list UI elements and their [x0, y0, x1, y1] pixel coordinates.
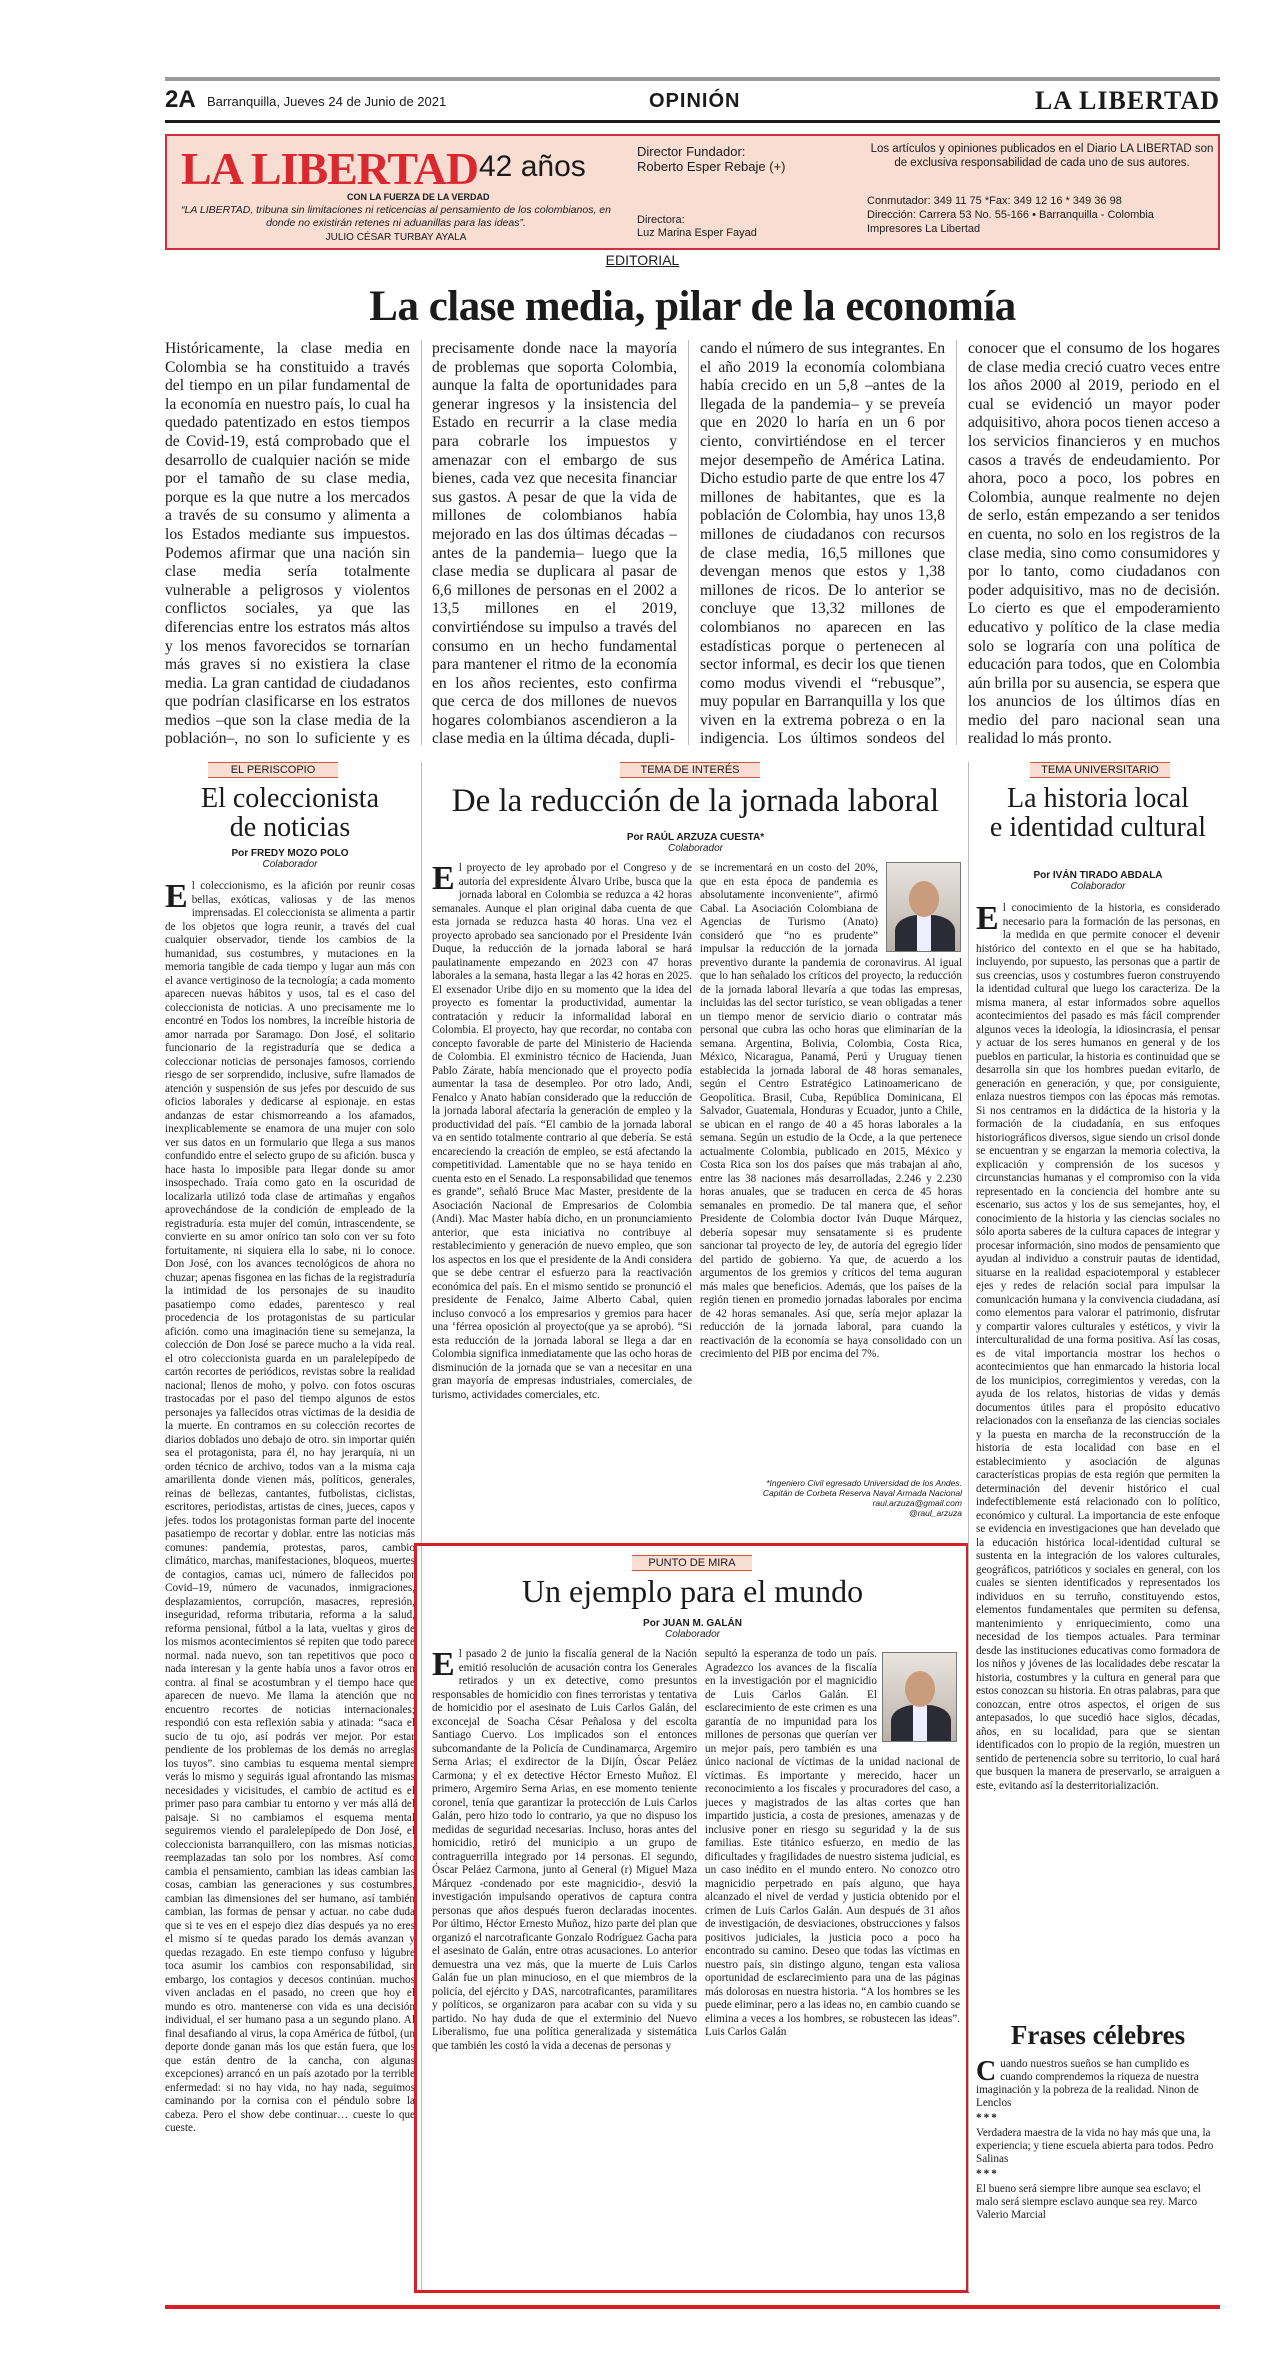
folio-bar — [165, 86, 1220, 116]
author-photo — [886, 862, 961, 952]
periscopio-byline — [165, 848, 415, 870]
editorial-text-4: conocer que el consumo de los hogares de clase media creció cuatro veces entre los años 2000 al 2019, periodo en el cual se evidenció un mayor poder adquisitivo, ahora pocos tienen acceso a los servicios financieros y en muchos casos a través de endeudamiento. Por ahora, poco a poco, los pobres en Colombia, aunque realmente no dejen de serlo, están empezando a ser tenidos en cuenta, no solo en los registros de la clase media, sino como consumidores y por lo tanto, como ciudadanos con poder adquisitivo, mas no de decisión. Lo cierto es que el empoderamiento educativo y político de la clase media solo se lograría con una política de educación para todos, que en Colombia aún brilla por su ausencia, se espera que los anuncios de los últimos días en medio del paro nacional sean una realidad lo más pronto. — [968, 340, 1220, 748]
ejemplo-role: Colaborador — [664, 1629, 721, 1640]
column-divider — [421, 340, 422, 745]
periscopio-body — [165, 880, 415, 2292]
masthead-box — [165, 134, 1220, 250]
quote-3: El bueno será siempre libre aunque sea esclavo; el malo será siempre esclavo aunque sea rey. Marco Valerio Marcial — [976, 2183, 1201, 2221]
frases-title: Frases célebres — [1010, 2020, 1186, 2050]
quote-separator: *** — [976, 2112, 999, 2124]
top-rule — [165, 77, 1220, 81]
section-bar-universitario: TEMA UNIVERSITARIO — [1030, 762, 1170, 778]
editorial-column-3 — [700, 340, 945, 750]
quote-1-dropcap: C — [976, 2056, 997, 2087]
jornada-title: De la reducción de la jornada laboral — [451, 783, 940, 819]
quote-1-text: uando nuestros sueños se han cumplido es cuando comprendemos la riqueza de nuestra imaginación y la pobreza de la realidad. Ninon de Lenclos — [976, 2058, 1199, 2109]
historia-author: Por IVÁN TIRADO ABDALA — [1033, 870, 1163, 881]
frases-list — [976, 2058, 1220, 2224]
address: Dirección: Carrera 53 No. 55-166 • Barranquilla - Colombia — [867, 209, 1154, 221]
logo-tagline: CON LA FUERZA DE LA VERDAD — [347, 192, 490, 202]
phones: Conmutador: 349 11 75 *Fax: 349 12 16 * 349 36 98 — [867, 195, 1122, 207]
column-divider — [956, 340, 957, 745]
section-bar-punto-de-mira: PUNTO DE MIRA — [632, 1555, 752, 1571]
author-photo — [882, 1652, 957, 1742]
periscopio-dropcap: E — [165, 880, 188, 915]
brand-name: LA LIBERTAD — [1034, 86, 1220, 115]
ejemplo-column-2 — [705, 1756, 960, 2288]
editorial-title: La clase media, pilar de la economía — [369, 283, 1016, 330]
historia-title-line-1: La historia local — [1007, 783, 1189, 814]
bottom-rule — [165, 2305, 1220, 2309]
top-rule-dark — [165, 120, 1220, 123]
editorial-column-2 — [432, 340, 677, 750]
periscopio-title-line-1: El coleccionista — [200, 783, 380, 814]
jornada-role: Colaborador — [667, 843, 724, 854]
founder-block — [637, 144, 786, 174]
contact-block — [867, 194, 1154, 236]
editorial-column-1 — [165, 340, 410, 750]
periscopio-text: l coleccionismo, es la afición por reunir cosas bellas, exóticas, valiosas y de las menos imprensadas. El coleccionista se alimenta a partir de los objetos que logra reunir, a través del cual cualquier observador, tiende los cambios de la humanidad, sus costumbres, y mutaciones en la memoria tangible de cada tiempo y lugar aun más con el avance vertiginoso de la tecnología; a cada momento aparecen nuevas hábitos y usos, tal es el caso del coleccionista de noticias. A uno precisamente me lo encontré en Todos los nombres, la increíble historia de amor narrada por Saramago. Don José, el solitario funcionario de la registraduría que se dedica a coleccionar noticias de personajes famosos, corriendo riesgo de ser sorprendido, inclusive, sufre llamados de atención y suspensión de sus jefes por descuido de sus oficios laborales y dedicarse al espionaje. en estas andanzas de estar chismorreando a los afamados, inexplicablemente se enamora de una mujer con solo ver sus datos en un formulario que llega a sus manos confundido entre el selecto grupo de su afición. busca y hace hasta lo imposible para llegar donde su amor insospechado. Traía como gato en la oscuridad de localizarla utilizó toda clase de artimañas y engaños aprovechándose de la condición de empleado de la registraduría. esta mujer del común, intrascendente, se convierte en su amor onírico tan solo con ver su foto fortuitamente, ni siquiera ella lo sabe, ni lo conoce. Don José, con los avances tecnológicos de ahora no chuzar; apenas fisgonea en las fichas de la registraduría la intimidad de los personajes de su inaudito pasatiempo como edades, parentesco y real procedencia de los protagonistas de su particular afición. como una imaginación tiene su semejanza, la colección de Don José se parece mucho a la vida real. el otro coleccionista guarda en un paralelepípedo de cartón recortes de periódicos, revistas sobre la realidad nacional; llenos de moho, y polvo. con fotos oscuras trastocadas por el paso del tiempo algunos de estos personajes ya fallecidos otras víctimas de la desidia de la muerte. En contramos en su colección recortes de diarios doblados uno debajo de otro. sin importar quién sea el protagonista, para él, no hay jerarquía, ni un orden técnico de archivo, todos van a la misma caja amarillenta donde vienen más, políticos, generales, reinas de bellezas, cantantes, futbolistas, ciclistas, escritores, periodistas, artistas de cines, jueces, capos y jefes. todos los protagonistas forman parte del inocente pasatiempo de recortar y doblar. entre las noticias más comunes: pandemia, protestas, paros, cambio climático, marchas, manifestaciones, bloqueos, muertes de contagios, camas uci, número de fallecidos por Covid–19, número de vacunados, inmigraciones, desplazamientos, corrupción, masacres, represión, inseguridad, reforma tributaria, reforma a la salud, reforma pensional, fútbol a la lata, vueltas y giros de los mismos acontecimientos sé repiten que todo parece normal. nada nuevo, son tan repetitivos que poco o nada interesan y la gente había unos a favor otros en contra. al final se acostumbran y el tiempo hace que aparecen de nuevo. Me llama la atención que no encuentro recortes de noticias internacionales; respondió con esta reflexión sabia y atinada: “saca el sucio de tu ojo, así podrás ver mejor. Por estar pendiente de los problemas de los demás no arreglas los tuyos”. sino cambias tu esquema mental siempre verás lo mismo y seguirás igual afrontando las mismas necesidades y vicisitudes, el cambio de actitud es el primer paso para cambiar tu entorno y ver más allá del paisaje. Si no cambiamos el esquema mental seguiremos viendo el paralelepípedo de Don José, el coleccionista barranquillero, con las mismas noticias, reemplazadas tan solo por los nombres. Así como cambia el pensamiento, cambian las ideas cambian las cosas, cambian las generaciones y sus costumbres, cambian las dimensiones del ser humano, así también cambian, las formas de pensar y actuar. no cabe duda que si te ves en el espejo diez días después ya no eres el mismo sí te quedas parado los demás avanzan y quedas rezagado. En este tiempo confuso y lúgubre toca asumir los cambios con responsabilidad, sin embargo, los contagios y decesos continúan. muchos viven ancladas en el pasado, no creen que hoy el mundo es otro. mantenerse con vida es una decisión individual, el ser humano pasa a un segundo plano. Al final desafiando al virus, la copa América de fútbol, (un deporte donde ganan más los que están fuera, que los que están dentro de la cancha, con algunas excepciones) arrancó en un país azotado por la terrible enfermedad: si no hay vida, no hay nada, seguimos caminando por la cornisa con el péndulo sobre la cabeza. Pero el show debe continuar… cueste lo que cueste. — [165, 880, 415, 2134]
section-bar-interes: TEMA DE INTERÉS — [620, 762, 760, 778]
jornada-footnote — [700, 1478, 962, 1518]
printer: Impresores La Libertad — [867, 223, 981, 235]
newspaper-logo: LA LIBERTAD — [181, 143, 479, 194]
ejemplo-title: Un ejemplo para el mundo — [521, 1573, 864, 1609]
ejemplo-dropcap: E — [432, 1648, 455, 1683]
jornada-byline — [428, 832, 963, 854]
date-line: Barranquilla, Jueves 24 de Junio de 2021 — [207, 94, 447, 109]
periscopio-author: Por FREDY MOZO POLO — [231, 848, 349, 859]
jornada-footnote-1: *Ingeniero Civil egresado Universidad de los Andes. — [766, 1478, 962, 1488]
jornada-footnote-4: @raul_arzuza — [908, 1508, 962, 1518]
ejemplo-column-1 — [432, 1648, 697, 2288]
director-label: Directora: — [637, 214, 685, 226]
jornada-column-2 — [700, 958, 962, 1450]
ejemplo-text-1: l pasado 2 de junio la fiscalía general de la Nación emitió resolución de acusación contra los Generales retirados y un ex detective, como presuntos responsables de homicidio con fines terroristas y tentativa de homicidio por el asesinato de Luis Carlos Galán, del exconcejal de Soacha César Peñalosa y del escolta Santiago Cuervo. Los implicados son el entonces subcomandante de la Policía de Cundinamarca, Argemiro Serna Arias; el exdirector de la Dijín, Óscar Peláez Carmona; y el ex detective Héctor Ernesto Muñoz. El primero, Argemiro Serna Arias, en ese momento teniente coronel, tenía que garantizar la protección de Luis Carlos Galán, pero hizo todo lo contrario, ya que no dispuso los medidas de seguridad necesarias. Incluso, horas antes del homicidio, retiró del municipio a un grupo de contraguerrilla integrado por 14 personas. El segundo, Óscar Peláez Carmona, junto al General (r) Miguel Maza Márquez -condenado por este magnicidio-, desvió la investigación impulsando operativos de captura contra personas que años después fueron declaradas inocentes. Por último, Héctor Ernesto Muñoz, hizo parte del plan que organizó el narcotraficante Gonzalo Rodríguez Gacha para el asesinato de Galán, entre otras acusaciones. Lo anterior demuestra una vez más, que la muerte de Luis Carlos Galán fue un plan minucioso, en el que miembros de la policía, del ejército y DAS, narcotraficantes, paramilitares y políticos, se organizaron para acabar con su vida y su partido. No hay duda de que el exterminio del Nuevo Liberalismo, fue una política generalizada y sistemática que también les costó la vida a decenas de personas y — [432, 1648, 697, 2052]
historia-dropcap: E — [976, 902, 999, 937]
column-divider — [688, 340, 689, 745]
periscopio-title-line-2: de noticias — [229, 812, 351, 844]
masthead-quote: “LA LIBERTAD, tribuna sin limitaciones ni reticencias al pensamiento de los colombianos, en donde no existirán retenes ni aduanillas para las ideas”. — [181, 204, 611, 229]
jornada-text-1: l proyecto de ley aprobado por el Congreso y de autoría del expresidente Álvaro Uribe, busca que la jornada laboral en Colombia se reduzca a 42 horas semanales. Aunque el plan original daba cuenta de que esta jornada se reduzca hasta 40 horas. Una vez el proyecto aprobado sea sancionado por el Presidente Iván Duque, la reducción de la jornada laboral se hará paulatinamente empezando en 2023 con 47 horas laborales a la semana, hasta llegar a las 42 horas en 2025. El exsenador Uribe dijo en su momento que la idea del proyecto es fomentar la productividad, aumentar la contratación y reducir la informalidad laboral en Colombia. El proyecto, hay que recordar, no contaba con concepto favorable de parte del Ministerio de Hacienda de Colombia. El exministro técnico de Hacienda, Juan Pablo Zárate, había mencionado que el proyecto podía aumentar la tasa de desempleo. Por otro lado, Andi, Fenalco y Anato habían considerado que la reducción de la jornada laboral afectaría la generación de empleo y la productividad del país. “El cambio de la jornada laboral va en sentido totalmente contrario al que debería. Se está encareciendo la creación de empleo, se está afectando la competitividad. Lamentable que no se haya tenido en cuenta esto en el Senado. La responsabilidad que tenemos es grande”, señaló Bruce Mac Master, presidente de la Asociación Nacional de Empresarios de Colombia (Andi). Mac Master había dicho, en un pronunciamiento anterior, que esta iniciativa no contribuye al restablecimiento y generación de nuevo empleo, que son los aspectos en los que el presidente de la Andi considera que se debe centrar el esfuerzo para la reactivación económica del país. En el mismo sentido se pronunció el presidente de Fenalco, Jaime Alberto Cabal, quien incluso convocó a los empresarios y gremios para hacer una ‘férrea oposición al proyecto(que ya se aprobó). “Si esta reducción de la jornada laboral se llega a dar en Colombia significa inmediatamente que las ocho horas de disminución de la jornada que se van a necesitar en una gran mayoría de empresas industriales, comerciales, de turismo, actividades comerciales, etc. — [432, 862, 692, 1401]
quote-separator: *** — [976, 2168, 999, 2180]
editorial-kicker: EDITORIAL — [605, 252, 680, 268]
ejemplo-author: Por JUAN M. GALÁN — [643, 1618, 742, 1629]
jornada-column-2-top — [700, 862, 878, 956]
periscopio-role: Colaborador — [262, 859, 318, 870]
director-block — [637, 214, 757, 240]
founder-label: Director Fundador: — [637, 144, 746, 159]
historia-body — [976, 902, 1220, 2012]
ejemplo-byline — [420, 1618, 965, 1640]
jornada-text-2: se incrementará en un costo del 20%, que en esta época de pandemia es absolutamente inconveniente”, afirmó Cabal. La Asociación Colombiana de Agencias de Turismo (Anato) consideró que “no es prudente” impulsar la reducción de la jornada — [700, 862, 878, 955]
jornada-footnote-2: Capitán de Corbeta Reserva Naval Armada Nacional — [762, 1488, 962, 1498]
editorial-column-4 — [968, 340, 1220, 750]
column-divider — [968, 762, 969, 2292]
responsibility-note: Los artículos y opiniones publicados en el Diario LA LIBERTAD son de exclusiva responsabilidad de cada uno de sus autores. — [870, 143, 1214, 169]
ejemplo-text-2-cont: único nacional de víctimas de la unidad nacional de víctimas. Es importante y merecido, hacer un reconocimiento a los fiscales y procuradores del caso, a jueces y magistrados de las altas cortes que han impartido justicia, a costa de presiones, amenazas y de inclusive poner en riesgo su seguridad y la de sus familias. Este titánico esfuerzo, en medio de las dificultades y fragilidades de nuestro sistema judicial, es un caso inédito en el mundo entero. No conozco otro magnicidio perpetrado en país alguno, que haya alcanzado el nivel de verdad y justicia obtenido por el crimen de Luis Carlos Galán. Aun después de 31 años de investigación, de desviaciones, obstrucciones y falsos positivos judiciales, la justicia poco a poco ha encontrado su camino. Deseo que todas las víctimas en nuestro país, sin distingo alguno, tengan esta valiosa oportunidad de esclarecimiento para una de las páginas más dolorosas en nuestra historia. “A los hombres se les puede eliminar, pero a las ideas no, en cambio cuando se elimina a veces a los hombres, se robustecen las ideas”. Luis Carlos Galán — [705, 1756, 960, 2038]
historia-title — [976, 784, 1220, 843]
ejemplo-column-2-top — [705, 1648, 877, 1756]
quote-1 — [976, 2058, 1220, 2110]
anniversary-years: 42 años — [479, 150, 586, 183]
editorial-text-3: cando el número de sus integrantes. En el año 2019 la economía colombiana había crecido en un 5,8 –antes de la llegada de la pandemia– y se preveía que en 2020 lo haría en un 6 por ciento, convirtiéndose en el tercer mejor desempeño de América Latina. Dicho estudio parte de que entre los 47 millones de habitantes, que es la población de Colombia, hay unos 13,8 millones de ciudadanos con recursos de clase media, 16,5 millones que devengan menos que estos y 1,38 millones de ricos. De lo anterior se concluye que 13,32 millones de colombianos no aparecen en las estadísticas porque o pertenecen al sector informal, es decir los que tienen como modus vivendi el “rebusque”, muy popular en Barranquilla y los que viven en la extrema pobreza o en la indigencia. Los últimos sondeos del — [700, 340, 945, 748]
historia-role: Colaborador — [1070, 881, 1126, 892]
periscopio-title — [165, 784, 415, 843]
jornada-text-2-cont: preventivo durante la pandemia de coronavirus. Al igual que lo han señalado los críticos del proyecto, la reducción de la jornada laboral llevaría a que todas las empresas, incluidas las del sector turístico, se vean obligadas a tener un tiempo menor de servicio diario o contratar más personal que cubra las ocho horas que eliminarían de la semana. Argentina, Bolivia, Colombia, Costa Rica, México, Nicaragua, Panamá, Perú y Uruguay tienen establecida la jornada laboral de 48 horas semanales, según el Centro Estratégico Latinoamericano de Geopolítica. Brasil, Cuba, República Dominicana, El Salvador, Guatemala, Honduras y Ecuador, junto a Chile, se ubican en el rango de 40 a 45 horas laborales a la semana. Según un estudio de la Ocde, a la que pertenece actualmente Colombia, publicado en 2015, México y Costa Rica son los dos países que más trabajan al año, entre las 38 naciones más desarrolladas, 2.246 y 2.230 horas anuales, que se traducen en cerca de 45 horas semanales en promedio. De tal manera que, el señor Presidente de Colombia doctor Iván Duque Márquez, debería sopesar muy sensatamente si es prudente sancionar tal proyecto de ley, de autoría del egregio líder del partido de gobierno. Ya que, de acuerdo a los argumentos de los gremios y críticos del tema auguran más males que beneficios. Además, que los países de la región tienen en promedio jornadas laborales por encima de 42 horas semanales. Así que, sería mejor aplazar la reducción de la jornada laboral, para cuando la reactivación de la economía se haya consolidado con un crecimiento del PIB por encima del 7%. — [700, 958, 962, 1360]
ejemplo-text-2: sepultó la esperanza de todo un país. Agradezco los avances de la fiscalía en la investigación por el magnicidio de Luis Carlos Galán. El esclarecimiento de este crimen es una garantía de no impunidad para los millones de personas que querían ver un mejor país, pero también es una — [705, 1648, 877, 1755]
jornada-author: Por RAÚL ARZUZA CUESTA* — [626, 832, 765, 843]
historia-title-line-2: e identidad cultural — [989, 812, 1207, 844]
historia-text: l conocimiento de la historia, es considerado necesario para la formación de las personas, en la medida en que permite conocer el devenir histórico del contexto en el que se ha habitado, incluyendo, por supuesto, las personas que a partir de sus creencias, usos y costumbres fueron construyendo la identidad cultural que luego los caracteriza. De la misma manera, al estar informados sobre aquellos acontecimientos del pasado es más fácil comprender algunos veces la ideología, la idiosincrasia, el pensar y actuar de los seres humanos en general y de los pueblos en particular, la historia es continuidad que se desarrolla sin que los hombres puedan evitarlo, de generación en generación, y que, por consiguiente, enlaza nuestros tiempos con las épocas más remotas. Si nos centramos en la didáctica de la historia y la formación de la ciudadanía, en sus enfoques historiográficos diversos, sigue siendo un crisol donde se encuentran y se engarzan la memoria colectiva, la explicación y comprensión de los sucesos y circunstancias humanas y el compromiso con la vida representado en la conciencia del hombre ante su escenario, sus actos y los de sus semejantes, hoy, el conocimiento de la historia y las ciencias sociales no sólo aporta saberes de la cultura capaces de integrar y procesar información, sino modos de pensamiento que ayudan al individuo a construir pautas de identidad, situarse en la realidad espaciotemporal y establecer ejes y redes de relación social para impulsar la comunicación humana y la convivencia ciudadana, así como elementos para valorar el patrimonio, disfrutar y compartir valores culturales y estéticos, y vivir la interculturalidad de una forma positiva. Así las cosas, es de vital importancia mostrar los hechos o acontecimientos que han enmarcado la historia local de los municipios, corregimientos y veredas, con la ayuda de los relatos, historias de vidas y demás documentos útiles para el propósito educativo relacionados con la enseñanza de las ciencias sociales y la puesta en marcha de la reconstrucción de la historia de esta localidad con base en el establecimiento y asociación de algunas características propias de esta región que permiten la determinación del devenir histórico el cual indefectiblemente está relacionado con lo político, económico y cultural. La importancia de este enfoque se evidencia en investigaciones que han develado que la educación histórica local-identidad cultural se sustenta en la integración de los valores culturales, geográficos, patrióticos y sociales en general, con los cuales se sienten identificados y representados los individuos en su terruño, constituyendo estos, elementos fundamentales que permiten su defensa, mantenimiento y enriquecimiento, como una necesidad de los tiempos actuales. Para terminar desde las instituciones educativas como formadora de los niños y jóvenes de las localidades debe rescatar la historia, costumbres y la cultura en general para que estos conozcan su historia. En otras palabras, para que conozcan, entre otros aspectos, el origen de sus antepasados, lo que sucedió hace siglos, décadas, años, en su localidad, para que se sientan identificados con lo propio de la región, muestren un sentido de pertenencia sobre su territorio, lo cual hará que busquen la manera de preservarlo, se arraiguen a este, evitando así la desterritorialización. — [976, 902, 1220, 1792]
quote-2: Verdadera maestra de la vida no hay más que una, la experiencia; y tiene escuela abierta para todos. Pedro Salinas — [976, 2127, 1214, 2165]
founder-name: Roberto Esper Rebaje (+) — [637, 159, 786, 174]
jornada-column-1 — [432, 862, 692, 1518]
section-bar-periscopio: EL PERISCOPIO — [208, 762, 338, 778]
section-name: OPINIÓN — [649, 90, 741, 112]
jornada-dropcap: E — [432, 862, 455, 897]
editorial-text-1: Históricamente, la clase media en Colombia se ha constituido a través del tiempo en un pilar fundamental de la economía en nuestro país, lo cual ha quedado patentizado en estos tiempos de Covid-19, está comprobado que el desarrollo de cualquier nación se mide por el tamaño de su clase media, porque es la que nutre a los mercados a través de su consumo y alimenta a los Estados mediante sus impuestos. Podemos afirmar que una nación sin clase media sería totalmente vulnerable a peligrosos y violentos conflictos sociales, ya que las diferencias entre los estratos más altos y los menos favorecidos se tornarían más graves si no existiera la clase media. La gran cantidad de ciudadanos que podrían clasificarse en los estratos medios –que son la clase media de la población–, no son lo suficiente y es — [165, 340, 410, 748]
director-name: Luz Marina Esper Fayad — [637, 227, 757, 239]
masthead-quote-author: JULIO CÉSAR TURBAY AYALA — [325, 232, 467, 243]
jornada-footnote-3: raul.arzuza@gmail.com — [872, 1498, 962, 1508]
historia-byline — [976, 870, 1220, 892]
editorial-text-2: precisamente donde nace la mayoría de problemas que soporta Colombia, aunque la falta de oportunidades para generar ingresos y la insistencia del Estado en recurrir a la clase media para cobrarle los impuestos y amenazar con el embargo de sus bienes, cada vez que necesita financiar sus gastos. A pesar de que la vida de millones de colombianos había mejorado en las dos últimas décadas –antes de la pandemia– luego que la clase media se duplicara al pasar de 6,6 millones de personas en el 2002 a 13,5 millones en el 2019, convirtiéndose su impulso a través del consumo en un hecho fundamental para mantener el ritmo de la economía en los años recientes, esto confirma que cerca de dos millones de nuevos hogares colombianos ascendieron a la clase media en la última década, dupli- — [432, 340, 677, 748]
page-number: 2A — [165, 86, 196, 113]
